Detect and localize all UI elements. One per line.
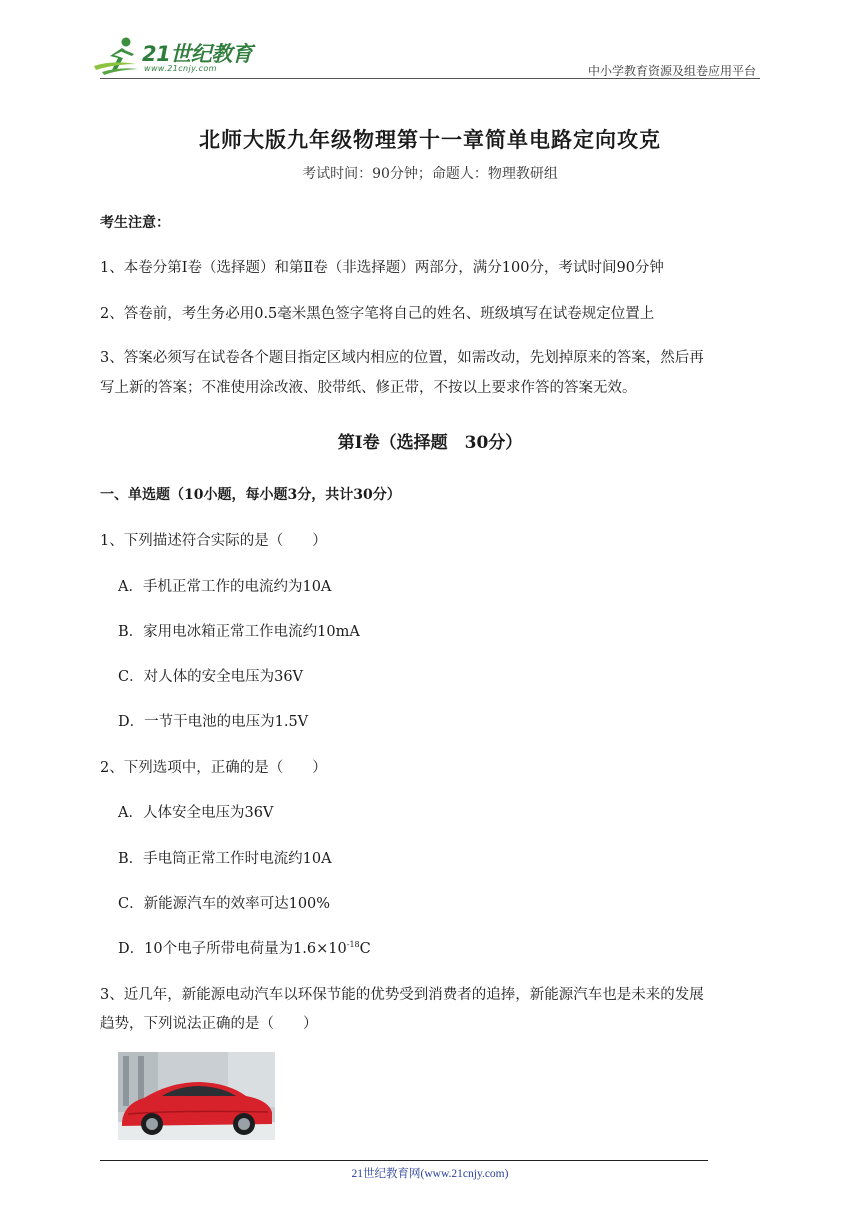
notice-item-2: 2、答卷前，考生务必用0.5毫米黑色签字笔将自己的姓名、班级填写在试卷规定位置上 bbox=[100, 306, 655, 322]
option-d-unit: C bbox=[359, 941, 371, 957]
runner-icon bbox=[92, 36, 142, 76]
question-2-stem: 2、下列选项中，正确的是（ ） bbox=[100, 760, 327, 776]
option-d-text: D．10个电子所带电荷量为1.6×10 bbox=[118, 941, 347, 957]
question-2-option-b[interactable]: B．手电筒正常工作时电流约10A bbox=[118, 851, 332, 867]
header-divider bbox=[100, 78, 760, 79]
option-d-exponent: -18 bbox=[346, 940, 360, 950]
question-2-option-a[interactable]: A．人体安全电压为36V bbox=[118, 805, 274, 821]
site-logo[interactable] bbox=[92, 36, 267, 78]
question-1-option-d[interactable]: D．一节干电池的电压为1.5V bbox=[118, 714, 309, 730]
footer-divider bbox=[100, 1160, 708, 1161]
footer-text[interactable]: 21世纪教育网(www.21cnjy.com) bbox=[351, 1168, 509, 1180]
question-2-option-c[interactable]: C．新能源汽车的效率可达100% bbox=[118, 896, 331, 912]
question-3-stem: 3、近几年，新能源电动汽车以环保节能的优势受到消费者的追捧，新能源汽车也是未来的发展 bbox=[100, 987, 704, 1003]
question-1-option-b[interactable]: B．家用电冰箱正常工作电流约10mA bbox=[118, 624, 360, 640]
question-2-option-d[interactable] bbox=[118, 937, 371, 958]
car-photo bbox=[118, 1052, 275, 1140]
question-1-stem: 1、下列描述符合实际的是（ ） bbox=[100, 533, 327, 549]
question-1-option-a[interactable]: A．手机正常工作的电流约为10A bbox=[118, 579, 332, 595]
question-1-option-c[interactable]: C．对人体的安全电压为36V bbox=[118, 669, 304, 685]
exam-subtitle: 考试时间：90分钟；命题人：物理教研组 bbox=[302, 166, 558, 182]
notice-item-3-cont: 写上新的答案；不准使用涂改液、胶带纸、修正带，不按以上要求作答的答案无效。 bbox=[100, 380, 637, 396]
platform-name: 中小学教育资源及组卷应用平台 bbox=[587, 64, 756, 78]
logo-url: www.21cnjy.com bbox=[144, 64, 217, 73]
part-heading: 一、单选题（10小题，每小题3分，共计30分） bbox=[100, 487, 401, 503]
red-car-illustration bbox=[118, 1052, 275, 1140]
exam-title: 北师大版九年级物理第十一章简单电路定向攻克 bbox=[199, 127, 661, 152]
notice-heading: 考生注意： bbox=[100, 215, 170, 231]
notice-item-3: 3、答案必须写在试卷各个题目指定区域内相应的位置，如需改动，先划掉原来的答案，然后再 bbox=[100, 350, 704, 366]
question-3-stem-cont: 趋势，下列说法正确的是（ ） bbox=[100, 1016, 318, 1032]
notice-item-1: 1、本卷分第I卷（选择题）和第Ⅱ卷（非选择题）两部分，满分100分，考试时间90分钟 bbox=[100, 260, 664, 276]
logo-text: 21世纪教育 bbox=[142, 42, 253, 66]
section-title: 第I卷（选择题 30分） bbox=[337, 433, 523, 453]
